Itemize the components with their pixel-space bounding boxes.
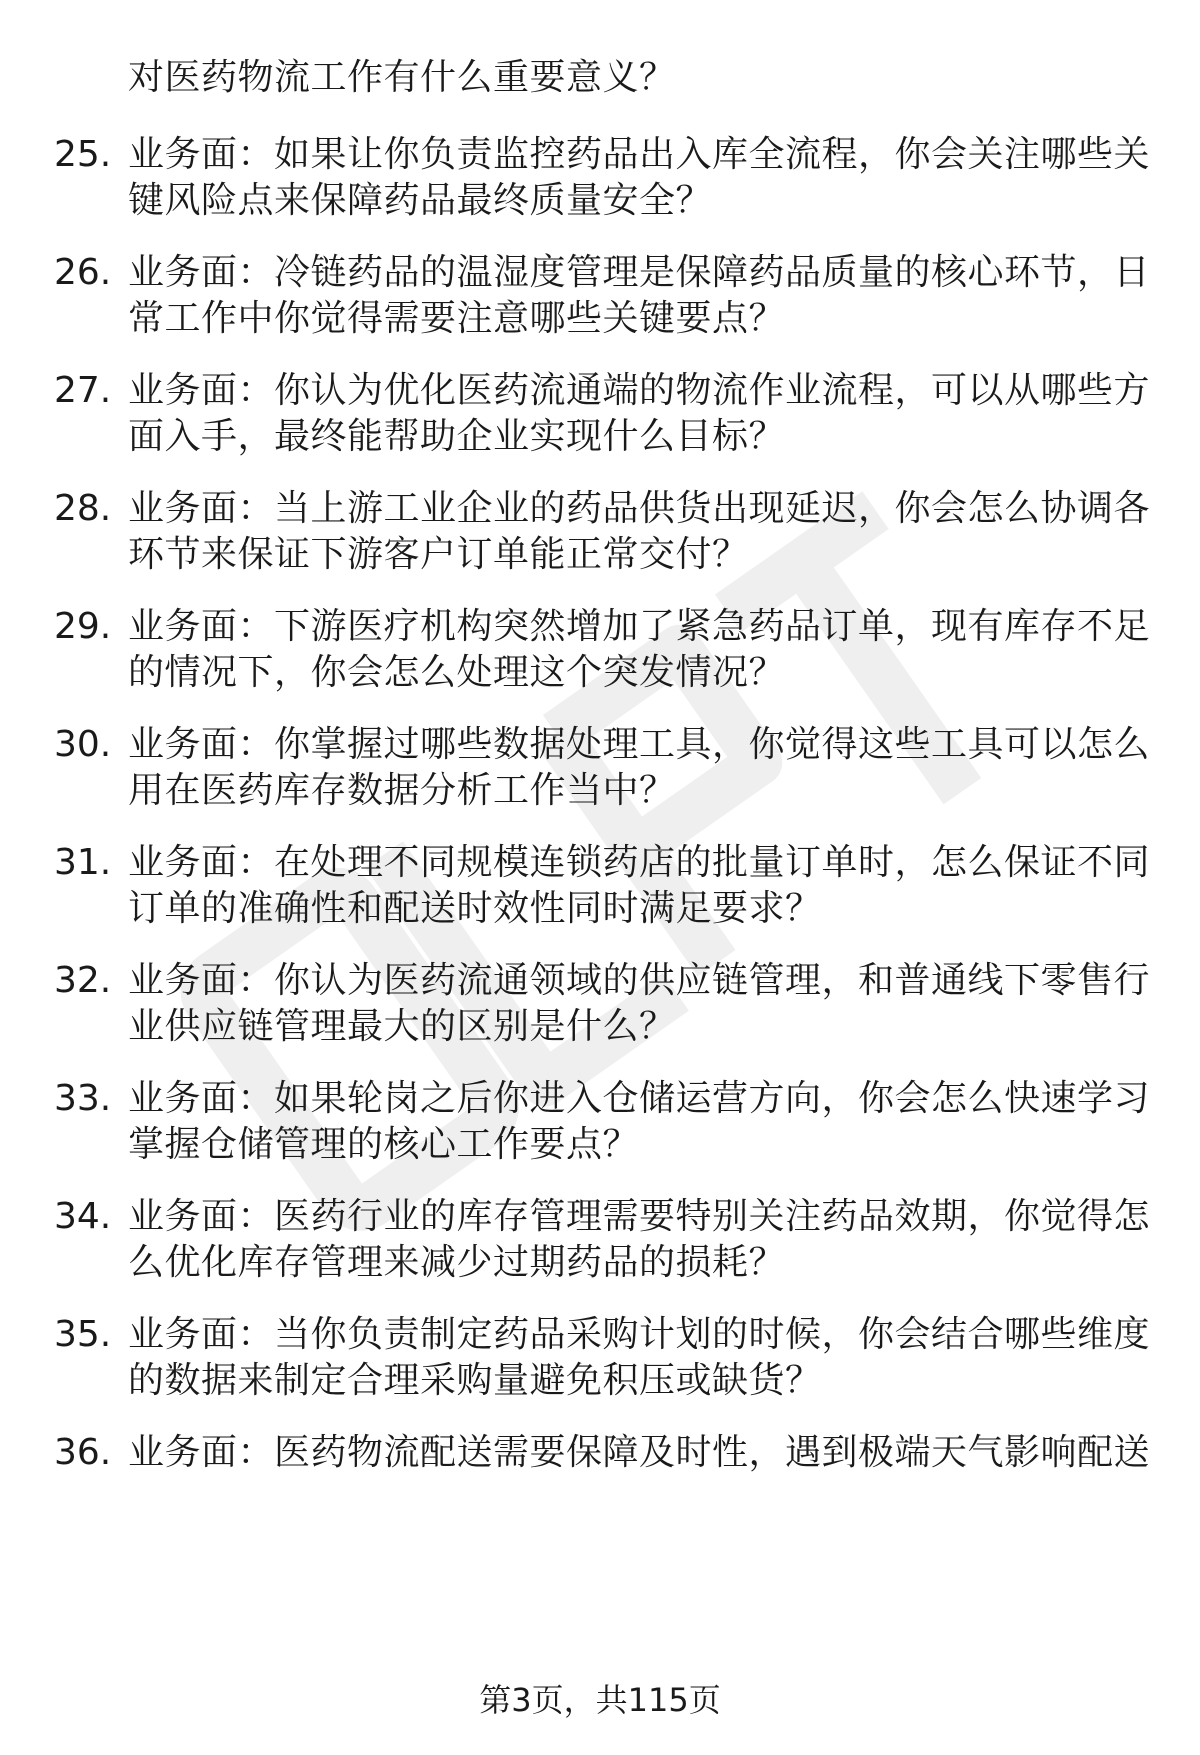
question-text-line: 业务面：如果轮岗之后你进入仓储运营方向，你会怎么快速学习 [128,1078,1151,1119]
question-text-line: 常工作中你觉得需要注意哪些关键要点？ [128,298,786,339]
question-number: 31. [54,842,112,883]
question-number: 28. [54,488,112,529]
question-text-line: 业务面：在处理不同规模连锁药店的批量订单时，怎么保证不同 [128,842,1151,883]
question-text-line: 业务面：下游医疗机构突然增加了紧急药品订单，现有库存不足 [128,606,1151,647]
question-text-line: 业供应链管理最大的区别是什么？ [128,1006,676,1047]
question-text-line: 掌握仓储管理的核心工作要点？ [128,1124,640,1165]
question-number: 27. [54,370,112,411]
question-number: 34. [54,1196,112,1237]
question-text-line: 业务面：当你负责制定药品采购计划的时候，你会结合哪些维度 [128,1314,1151,1355]
question-text-line: 业务面：如果让你负责监控药品出入库全流程，你会关注哪些关 [128,134,1151,175]
question-text-line: 的数据来制定合理采购量避免积压或缺货？ [128,1360,822,1401]
question-number: 30. [54,724,112,765]
question-text-line: 键风险点来保障药品最终质量安全？ [128,180,713,221]
question-text-line: 业务面：冷链药品的温湿度管理是保障药品质量的核心环节，日 [128,252,1151,293]
question-number: 26. [54,252,112,293]
question-text-line: 订单的准确性和配送时效性同时满足要求？ [128,888,822,929]
question-number: 25. [54,134,112,175]
question-number: 32. [54,960,112,1001]
question-text-line: 用在医药库存数据分析工作当中？ [128,770,676,811]
question-number: 36. [54,1432,112,1473]
question-text-line: 业务面：当上游工业企业的药品供货出现延迟，你会怎么协调各 [128,488,1151,529]
question-number: 35. [54,1314,112,1355]
question-text-line: 环节来保证下游客户订单能正常交付？ [128,534,749,575]
page-footer: 第3页，共115页 [479,1681,721,1719]
question-text-line: 的情况下，你会怎么处理这个突发情况？ [128,652,786,693]
question-text-line: 么优化库存管理来减少过期药品的损耗？ [128,1242,786,1283]
question-text-line: 业务面：你认为优化医药流通端的物流作业流程，可以从哪些方 [128,370,1151,411]
question-text-line: 面入手，最终能帮助企业实现什么目标？ [128,416,786,457]
question-number: 33. [54,1078,112,1119]
question-number: 29. [54,606,112,647]
intro-line: 对医药物流工作有什么重要意义？ [128,57,676,98]
question-text-line: 业务面：医药行业的库存管理需要特别关注药品效期，你觉得怎 [128,1196,1151,1237]
question-text-line: 业务面：医药物流配送需要保障及时性，遇到极端天气影响配送 [128,1432,1151,1473]
question-text-line: 业务面：你掌握过哪些数据处理工具，你觉得这些工具可以怎么 [128,724,1151,765]
question-text-line: 业务面：你认为医药流通领域的供应链管理，和普通线下零售行 [128,960,1151,1001]
